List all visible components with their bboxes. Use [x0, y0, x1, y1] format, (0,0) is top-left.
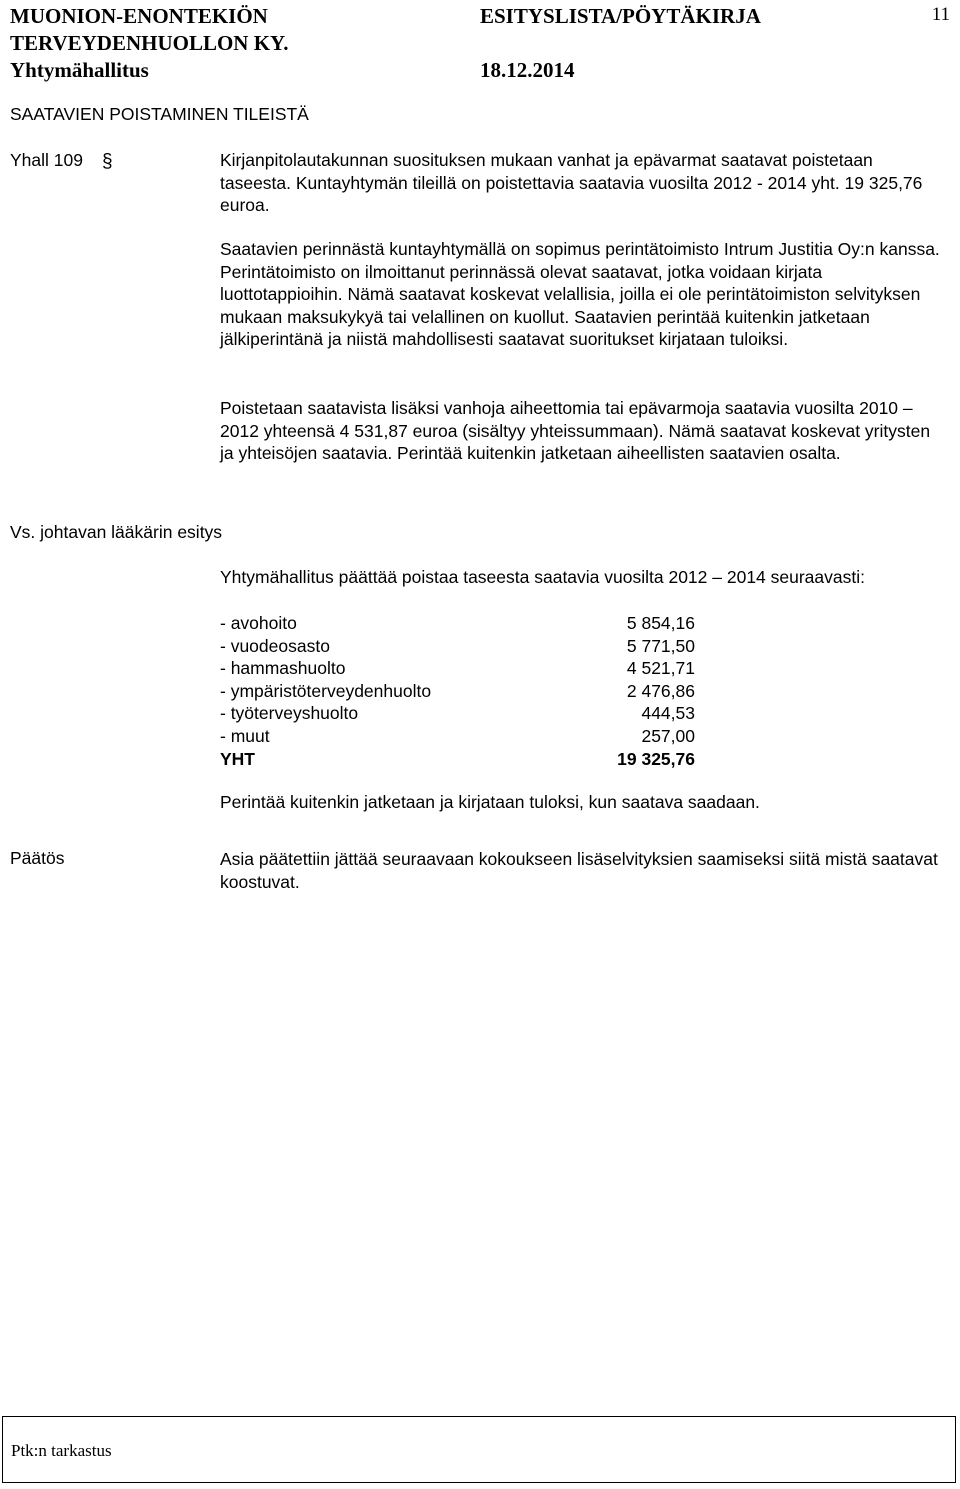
- proposal-closing-text: Perintää kuitenkin jatketaan ja kirjataan tuloksi, kun saatava saadaan.: [220, 792, 760, 812]
- amount-row: [220, 657, 695, 680]
- amount-category: - työterveyshuolto: [220, 703, 359, 724]
- amount-row: [220, 635, 695, 658]
- document-type: ESITYSLISTA/PÖYTÄKIRJA: [480, 4, 761, 28]
- organization-name-line2: TERVEYDENHUOLLON KY.: [10, 31, 289, 55]
- amount-category: - ympäristöterveydenhuolto: [220, 680, 432, 701]
- amount-category: YHT: [220, 748, 255, 769]
- amount-row: [220, 725, 695, 748]
- decision-text-body: Asia päätettiin jättää seuraavaan kokoukseen lisäselvityksien saamiseksi siitä mistä saatavat koostuvat.: [220, 849, 938, 892]
- amount-value: 257,00: [641, 725, 695, 746]
- amount-value: 19 325,76: [617, 748, 695, 769]
- amount-category: - avohoito: [220, 613, 297, 633]
- decision-text: [220, 848, 940, 893]
- proposal-intro-text: Yhtymähallitus päättää poistaa taseesta saatavia vuosilta 2012 – 2014 seuraavasti:: [220, 567, 865, 587]
- proposal-intro: [220, 566, 940, 589]
- amount-value: 444,53: [641, 703, 695, 724]
- proposal-label: Vs. johtavan lääkärin esitys: [10, 522, 223, 542]
- amount-value: 2 476,86: [626, 680, 695, 701]
- amount-category: - vuodeosasto: [220, 635, 330, 656]
- paragraph-1-text: Kirjanpitolautakunnan suosituksen mukaan vanhat ja epävarmat saatavat poistetaan taseesta. Kuntayhtymän tileillä on poistettavia saatavia vuosilta 2012 - 2014 yht. 19 325,76 euroa.: [220, 150, 923, 216]
- minutes-check-label: Ptk:n tarkastus: [11, 1441, 112, 1460]
- proposal-closing: [220, 791, 940, 814]
- amounts-table: [220, 612, 695, 770]
- paragraph-3: [220, 397, 940, 465]
- paragraph-2-text: Saatavien perinnästä kuntayhtymällä on sopimus perintätoimisto Intrum Justitia Oy:n kanssa. Perintätoimisto on ilmoittanut perinnässä olevat saatavat, jotka voidaan kirjata luottotappioihin. Nämä saatavat koskevat velallisia, joilla ei ole perintätoimiston selvityksen mukaan maksukykyä tai velallinen on kuollut. Saatavien perintää kuitenkin jatketaan jälkiperintänä ja niistä mahdollisesti saatavat suoritukset kirjataan tuloiksi.: [220, 239, 940, 350]
- amount-row: [220, 680, 695, 703]
- amount-category: - muut: [220, 725, 270, 746]
- decision-label: Päätös: [10, 848, 65, 868]
- page-number: 11: [931, 4, 950, 25]
- section-title: SAATAVIEN POISTAMINEN TILEISTÄ: [10, 104, 309, 124]
- organization-name-line1: MUONION-ENONTEKIÖN: [10, 4, 268, 28]
- amount-row: [220, 612, 695, 635]
- total-row: [220, 748, 695, 771]
- item-id: Yhall 109: [10, 150, 83, 170]
- minutes-check-box: [2, 1416, 956, 1483]
- amount-value: 4 521,71: [626, 658, 695, 679]
- amount-row: [220, 702, 695, 725]
- amount-category: - hammashuolto: [220, 658, 346, 679]
- paragraph-2: [220, 238, 940, 351]
- amount-value: 5 771,50: [626, 635, 695, 656]
- paragraph-1: [220, 149, 940, 217]
- meeting-date: 18.12.2014: [480, 58, 575, 82]
- amount-value: 5 854,16: [626, 613, 695, 633]
- section-sign: §: [102, 151, 113, 172]
- governing-body: Yhtymähallitus: [10, 58, 149, 82]
- paragraph-3-text: Poistetaan saatavista lisäksi vanhoja aiheettomia tai epävarmoja saatavia vuosilta 2010 – 2012 yhteensä 4 531,87 euroa (sisältyy yhteissummaan). Nämä saatavat koskevat yritysten ja yhteisöjen saatavia. Perintää kuitenkin jatketaan aiheellisten saatavien osalta.: [220, 398, 931, 464]
